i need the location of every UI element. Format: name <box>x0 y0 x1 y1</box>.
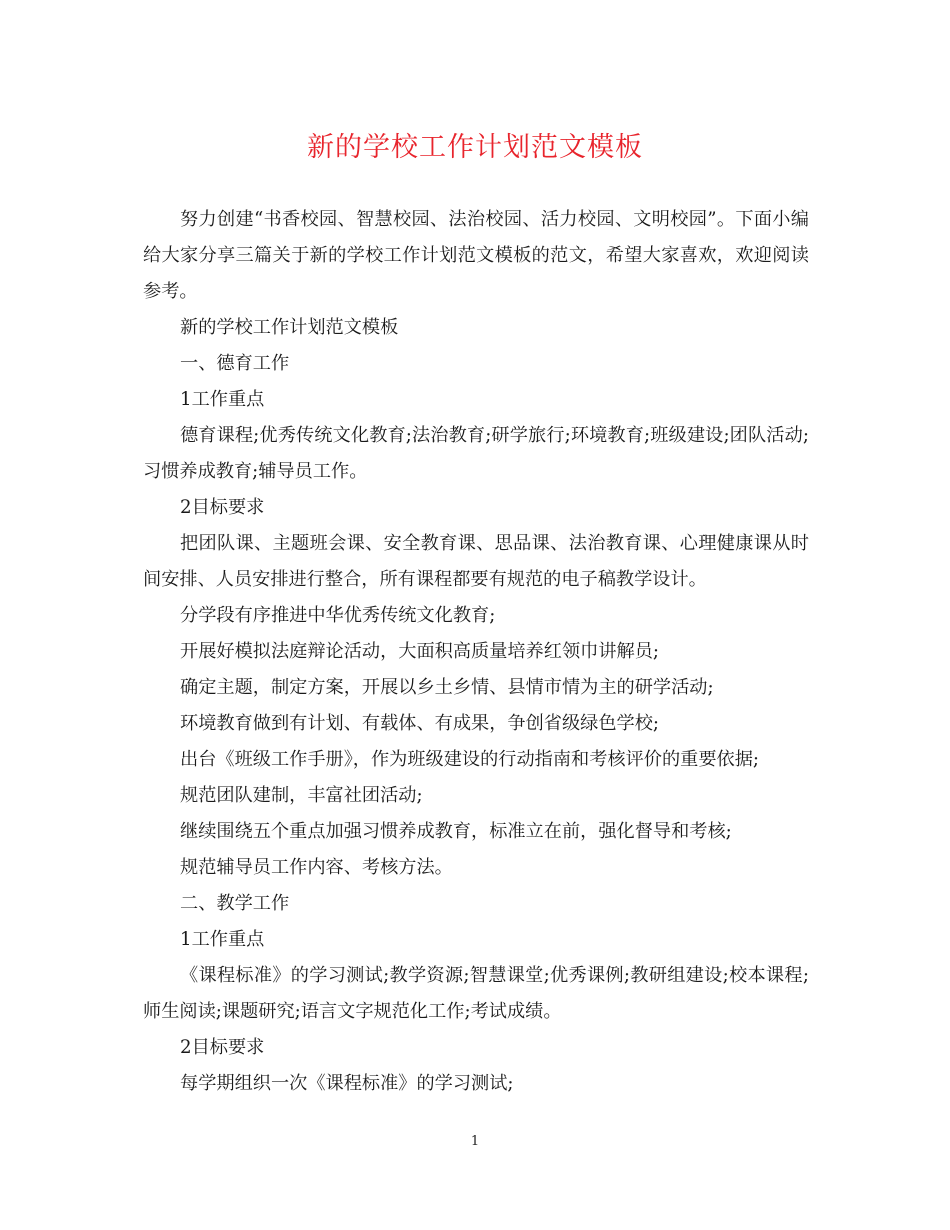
paragraph: 规范团队建制，丰富社团活动; <box>180 785 423 806</box>
paragraph: 把团队课、主题班会课、安全教育课、思品课、法治教育课、心理健康课从时间安排、人员安排进行整合，所有课程都要有规范的电子稿教学设计。 <box>143 533 809 590</box>
subheading: 2目标要求 <box>180 497 265 518</box>
paragraph: 德育课程;优秀传统文化教育;法治教育;研学旅行;环境教育;班级建设;团队活动;习惯养成教育;辅导员工作。 <box>143 425 809 482</box>
paragraph: 每学期组织一次《课程标准》的学习测试; <box>180 1073 514 1094</box>
subheading: 1工作重点 <box>180 929 265 950</box>
document-body <box>143 202 809 1102</box>
section-heading: 一、德育工作 <box>180 353 290 374</box>
paragraph: 努力创建“书香校园、智慧校园、法治校园、活力校园、文明校园”。下面小编给大家分享三篇关于新的学校工作计划范文模板的范文，希望大家喜欢，欢迎阅读参考。 <box>143 209 809 302</box>
page-number: 1 <box>470 1134 480 1149</box>
paragraph: 分学段有序推进中华优秀传统文化教育; <box>180 605 496 626</box>
paragraph: 《课程标准》的学习测试;教学资源;智慧课堂;优秀课例;教研组建设;校本课程;师生阅读;课题研究;语言文字规范化工作;考试成绩。 <box>143 965 809 1022</box>
paragraph: 开展好模拟法庭辩论活动，大面积高质量培养红领巾讲解员; <box>180 641 660 662</box>
section-heading: 二、教学工作 <box>180 893 290 914</box>
paragraph: 出台《班级工作手册》，作为班级建设的行动指南和考核评价的重要依据; <box>180 749 760 770</box>
paragraph: 新的学校工作计划范文模板 <box>180 317 399 338</box>
paragraph: 环境教育做到有计划、有载体、有成果，争创省级绿色学校; <box>180 713 660 734</box>
subheading: 1工作重点 <box>180 389 265 410</box>
paragraph: 继续围绕五个重点加强习惯养成教育，标准立在前，强化督导和考核; <box>180 821 732 842</box>
paragraph: 确定主题，制定方案，开展以乡土乡情、县情市情为主的研学活动; <box>180 677 714 698</box>
subheading: 2目标要求 <box>180 1037 265 1058</box>
paragraph: 规范辅导员工作内容、考核方法。 <box>180 857 453 878</box>
document-title: 新的学校工作计划范文模板 <box>307 132 643 163</box>
